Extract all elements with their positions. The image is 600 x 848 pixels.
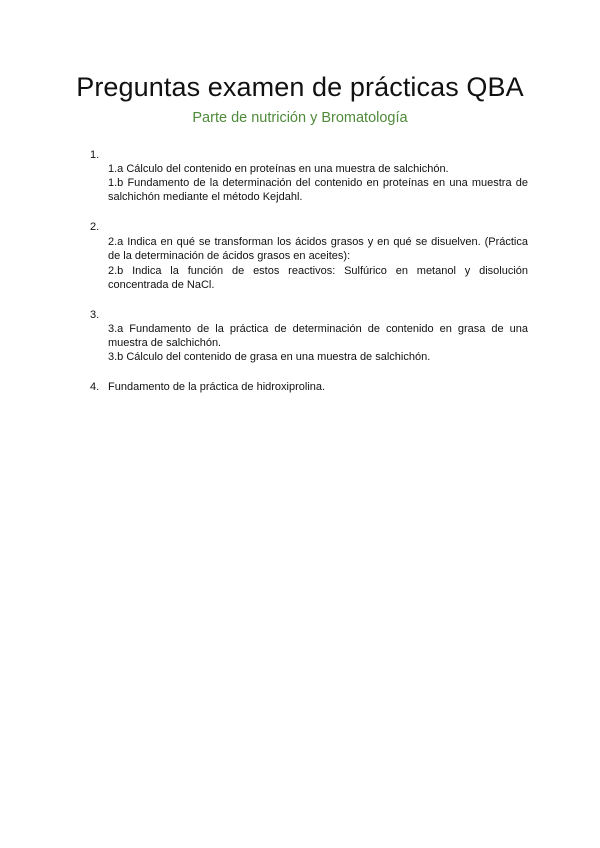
question-3b: 3.b Cálculo del contenido de grasa en una muestra de salchichón. bbox=[108, 351, 431, 363]
document-title: Preguntas examen de prácticas QBA bbox=[76, 72, 524, 102]
question-2b: 2.b Indica la función de estos reactivos: Sulfúrico en metanol y disolución concentrada de NaCl. bbox=[108, 265, 528, 291]
question-4: Fundamento de la práctica de hidroxiprolina. bbox=[108, 381, 326, 393]
question-4-number: 4. bbox=[90, 381, 100, 393]
question-3a: 3.a Fundamento de la práctica de determinación de contenido en grasa de una muestra de salchichón. bbox=[108, 323, 528, 349]
question-1a: 1.a Cálculo del contenido en proteínas en una muestra de salchichón. bbox=[108, 163, 449, 175]
question-2a: 2.a Indica en qué se transforman los ácidos grasos y en qué se disuelven. (Práctica de la determinación de ácidos grasos en aceites): bbox=[108, 236, 528, 262]
question-3-number: 3. bbox=[90, 309, 100, 321]
question-1-number: 1. bbox=[90, 149, 100, 161]
document-subtitle: Parte de nutrición y Bromatología bbox=[192, 110, 408, 126]
question-1b: 1.b Fundamento de la determinación del contenido en proteínas en una muestra de salchichón mediante el método Kejdahl. bbox=[108, 177, 528, 203]
question-2-number: 2. bbox=[90, 221, 100, 233]
